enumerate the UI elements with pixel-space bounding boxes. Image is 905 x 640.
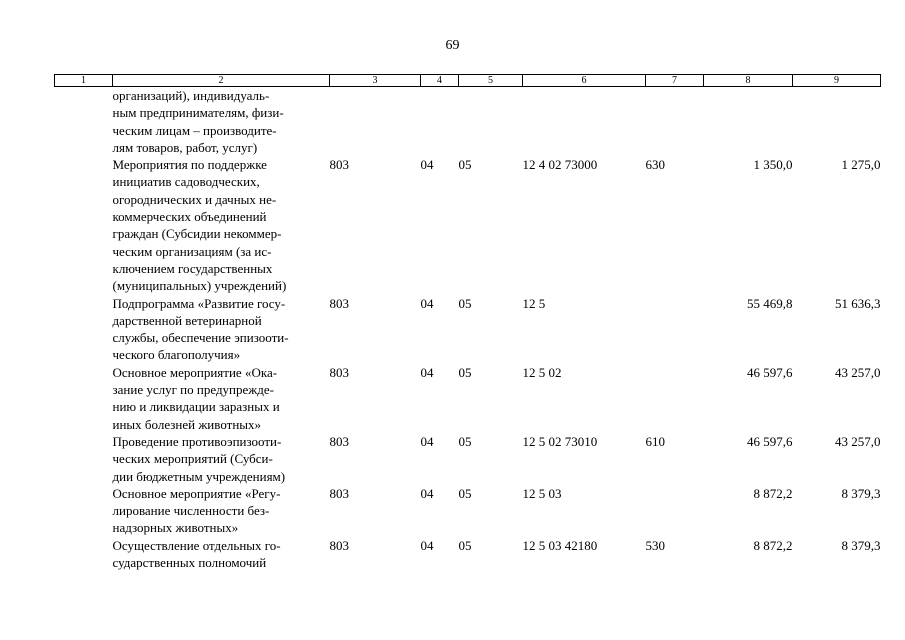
- cell-item-name: [113, 537, 330, 572]
- item-name-line: (муниципальных) учреждений): [112, 278, 287, 294]
- table-row: [55, 156, 881, 294]
- cell-item-name: [113, 295, 330, 364]
- cell-amount-col8: 46 597,6: [747, 433, 793, 449]
- item-name-line: коммерческих объединений: [112, 209, 267, 225]
- cell-ministry-code: 803: [329, 295, 349, 311]
- cell-section-code: 04: [420, 537, 434, 553]
- cell-subsection-code: 05: [458, 157, 472, 173]
- item-name-line: Основное мероприятие «Регу-: [112, 485, 281, 501]
- item-name-line: ческих мероприятий (Субси-: [112, 451, 273, 467]
- item-name-line: ческим организациям (за ис-: [112, 243, 272, 259]
- cell-item-name: [113, 433, 330, 485]
- item-name-line: Осуществление отдельных го-: [112, 537, 281, 553]
- cell-amount-col8: 8 872,2: [753, 485, 793, 501]
- cell-row-number: [55, 87, 113, 157]
- item-name-line: ным предпринимателям, физи-: [112, 105, 284, 121]
- item-name-line: огороднических и дачных не-: [112, 191, 277, 207]
- column-header-8: 8: [704, 75, 793, 87]
- item-name-line: надзорных животных»: [112, 520, 239, 536]
- cell-target-article: 12 5 03 42180: [522, 537, 598, 553]
- column-header-7: 7: [646, 75, 704, 87]
- table-row: [55, 87, 881, 157]
- table-row: [55, 537, 881, 572]
- cell-section-code: 04: [420, 364, 434, 380]
- cell-ministry-code: 803: [329, 157, 349, 173]
- cell-subsection-code: 05: [458, 295, 472, 311]
- cell-row-number: [55, 364, 113, 433]
- cell-subsection-code: [459, 87, 523, 157]
- cell-target-article: 12 4 02 73000: [522, 157, 598, 173]
- column-header-2: 2: [113, 75, 330, 87]
- cell-section-code: 04: [420, 485, 434, 501]
- cell-expense-type: 630: [645, 157, 665, 173]
- item-name-line: сударственных полномочий: [112, 555, 267, 571]
- cell-subsection-code: 05: [458, 364, 472, 380]
- cell-amount-col8: [704, 87, 793, 157]
- cell-ministry-code: 803: [329, 537, 349, 553]
- cell-amount-col8: 1 350,0: [753, 157, 793, 173]
- cell-expense-type: [646, 364, 704, 433]
- cell-expense-type: 530: [645, 537, 665, 553]
- cell-subsection-code: 05: [458, 485, 472, 501]
- cell-amount-col9: 8 379,3: [841, 485, 881, 501]
- cell-amount-col9: [793, 87, 881, 157]
- cell-amount-col9: 51 636,3: [835, 295, 881, 311]
- item-name-line: ческим лицам – производите-: [112, 122, 277, 138]
- cell-subsection-code: 05: [458, 433, 472, 449]
- cell-expense-type: 610: [645, 433, 665, 449]
- cell-target-article: [523, 87, 646, 157]
- cell-section-code: 04: [420, 295, 434, 311]
- cell-amount-col9: 43 257,0: [835, 433, 881, 449]
- cell-subsection-code: 05: [458, 537, 472, 553]
- item-name-line: зание услуг по предупрежде-: [112, 382, 274, 398]
- cell-expense-type: [646, 295, 704, 364]
- item-name-line: Подпрограмма «Развитие госу-: [112, 295, 286, 311]
- cell-item-name: [113, 87, 330, 157]
- cell-target-article: 12 5 02 73010: [522, 433, 598, 449]
- item-name-line: Основное мероприятие «Ока-: [112, 364, 278, 380]
- cell-amount-col9: 8 379,3: [841, 537, 881, 553]
- page-number: 69: [445, 38, 460, 53]
- column-header-9: 9: [793, 75, 881, 87]
- column-number-row: [55, 75, 881, 87]
- cell-amount-col9: 43 257,0: [835, 364, 881, 380]
- cell-row-number: [55, 537, 113, 572]
- item-name-line: граждан (Субсидии некоммер-: [112, 226, 282, 242]
- table-body: [55, 87, 881, 572]
- item-name-line: дарственной ветеринарной: [112, 312, 262, 328]
- table-row: [55, 364, 881, 433]
- cell-amount-col8: 55 469,8: [747, 295, 793, 311]
- cell-section-code: 04: [420, 157, 434, 173]
- cell-ministry-code: 803: [329, 364, 349, 380]
- column-header-3: 3: [330, 75, 421, 87]
- column-header-5: 5: [459, 75, 523, 87]
- table-row: [55, 433, 881, 485]
- item-name-line: Мероприятия по поддержке: [112, 157, 267, 173]
- cell-item-name: [113, 364, 330, 433]
- item-name-line: ключением государственных: [112, 260, 273, 276]
- column-header-6: 6: [523, 75, 646, 87]
- cell-ministry-code: 803: [329, 485, 349, 501]
- item-name-line: инициатив садоводческих,: [112, 174, 260, 190]
- item-name-line: дии бюджетным учреждениям): [112, 468, 286, 484]
- cell-amount-col8: 8 872,2: [753, 537, 793, 553]
- item-name-line: организаций), индивидуаль-: [112, 88, 270, 103]
- cell-section-code: 04: [420, 433, 434, 449]
- column-header-1: 1: [55, 75, 113, 87]
- table-row: [55, 295, 881, 364]
- item-name-line: службы, обеспечение эпизооти-: [112, 330, 289, 346]
- cell-ministry-code: [330, 87, 421, 157]
- cell-item-name: [113, 156, 330, 294]
- cell-row-number: [55, 433, 113, 485]
- item-name-line: нию и ликвидации заразных и: [112, 399, 280, 415]
- cell-target-article: 12 5 02: [522, 364, 562, 380]
- cell-section-code: [421, 87, 459, 157]
- item-name-line: иных болезней животных»: [112, 416, 262, 432]
- item-name-line: ческого благополучия»: [112, 347, 241, 363]
- cell-item-name: [113, 485, 330, 537]
- table-row: [55, 485, 881, 537]
- cell-row-number: [55, 295, 113, 364]
- cell-row-number: [55, 156, 113, 294]
- column-header-4: 4: [421, 75, 459, 87]
- cell-row-number: [55, 485, 113, 537]
- item-name-line: лям товаров, работ, услуг): [112, 139, 258, 155]
- cell-expense-type: [646, 87, 704, 157]
- budget-table: [54, 74, 881, 571]
- item-name-line: лирование численности без-: [112, 503, 270, 519]
- cell-expense-type: [646, 485, 704, 537]
- cell-amount-col8: 46 597,6: [747, 364, 793, 380]
- item-name-line: Проведение противоэпизооти-: [112, 433, 282, 449]
- cell-ministry-code: 803: [329, 433, 349, 449]
- cell-amount-col9: 1 275,0: [841, 157, 881, 173]
- cell-target-article: 12 5: [522, 295, 546, 311]
- cell-target-article: 12 5 03: [522, 485, 562, 501]
